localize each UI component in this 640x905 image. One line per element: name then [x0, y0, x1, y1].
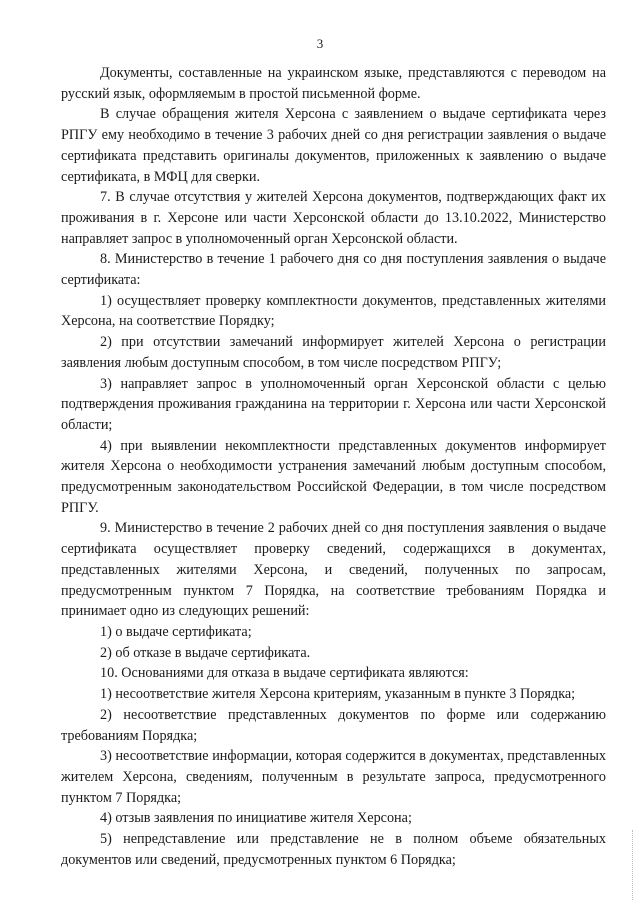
- paragraph-rpgu-application: В случае обращения жителя Херсона с заявлением о выдаче сертификата через РПГУ ему необходимо в течение 3 рабочих дней со дня регистрации заявления о выдаче сертификата представить оригиналы документов, приложенных к заявлению о выдаче сертификата, в МФЦ для сверки.: [61, 106, 606, 185]
- paragraph-item-8: 8. Министерство в течение 1 рабочего дня со дня поступления заявления о выдаче сертификата:: [61, 251, 606, 289]
- scan-edge-mark: [632, 830, 636, 900]
- document-body: [61, 63, 606, 870]
- paragraph-item-10-4: 4) отзыв заявления по инициативе жителя Херсона;: [100, 810, 412, 827]
- paragraph-item-8-3: 3) направляет запрос в уполномоченный орган Херсонской области с целью подтверждения проживания гражданина на территории г. Херсона или части Херсонской области;: [61, 375, 606, 433]
- paragraph-item-9: 9. Министерство в течение 2 рабочих дней со дня поступления заявления о выдаче сертификата осуществляет проверку сведений, содержащихся в документах, представленных жителями Херсона, и сведений, полученных по запросам, предусмотренным пунктом 7 Порядка, на соответствие требованиям Порядка и принимает одно из следующих решений:: [61, 520, 606, 620]
- paragraph-item-10: 10. Основаниями для отказа в выдаче сертификата являются:: [100, 665, 469, 682]
- paragraph-item-9-1: 1) о выдаче сертификата;: [100, 623, 252, 640]
- paragraph-item-8-4: 4) при выявлении некомплектности представленных документов информирует жителя Херсона о необходимости устранения замечаний любым доступным способом, предусмотренным законодательством Российской Федерации, в том числе посредством РПГУ.: [61, 437, 606, 516]
- paragraph-item-8-1: 1) осуществляет проверку комплектности документов, представленных жителями Херсона, на соответствие Порядку;: [61, 292, 606, 330]
- paragraph-item-10-3: 3) несоответствие информации, которая содержится в документах, представленных жителем Херсона, сведениям, полученным в результате запроса, предусмотренного пунктом 7 Порядка;: [61, 748, 606, 806]
- paragraph-ukrainian-documents: Документы, составленные на украинском языке, представляются с переводом на русский язык, оформляемым в простой письменной форме.: [61, 65, 606, 102]
- paragraph-item-10-1: 1) несоответствие жителя Херсона критериям, указанным в пункте 3 Порядка;: [100, 686, 576, 703]
- paragraph-item-7: 7. В случае отсутствия у жителей Херсона документов, подтверждающих факт их проживания в г. Херсоне или части Херсонской области до 13.10.2022, Министерство направляет запрос в уполномоченный орган Херсонской области.: [61, 189, 606, 247]
- paragraph-item-10-2: 2) несоответствие представленных документов по форме или содержанию требованиям Порядка;: [61, 706, 606, 744]
- paragraph-item-8-2: 2) при отсутствии замечаний информирует жителей Херсона о регистрации заявления любым доступным способом, в том числе посредством РПГУ;: [61, 334, 606, 371]
- paragraph-item-10-5: 5) непредставление или представление не в полном объеме обязательных документов или сведений, предусмотренных пунктом 6 Порядка;: [61, 831, 606, 868]
- paragraph-item-9-2: 2) об отказе в выдаче сертификата.: [100, 644, 311, 661]
- page-number: 3: [316, 36, 324, 51]
